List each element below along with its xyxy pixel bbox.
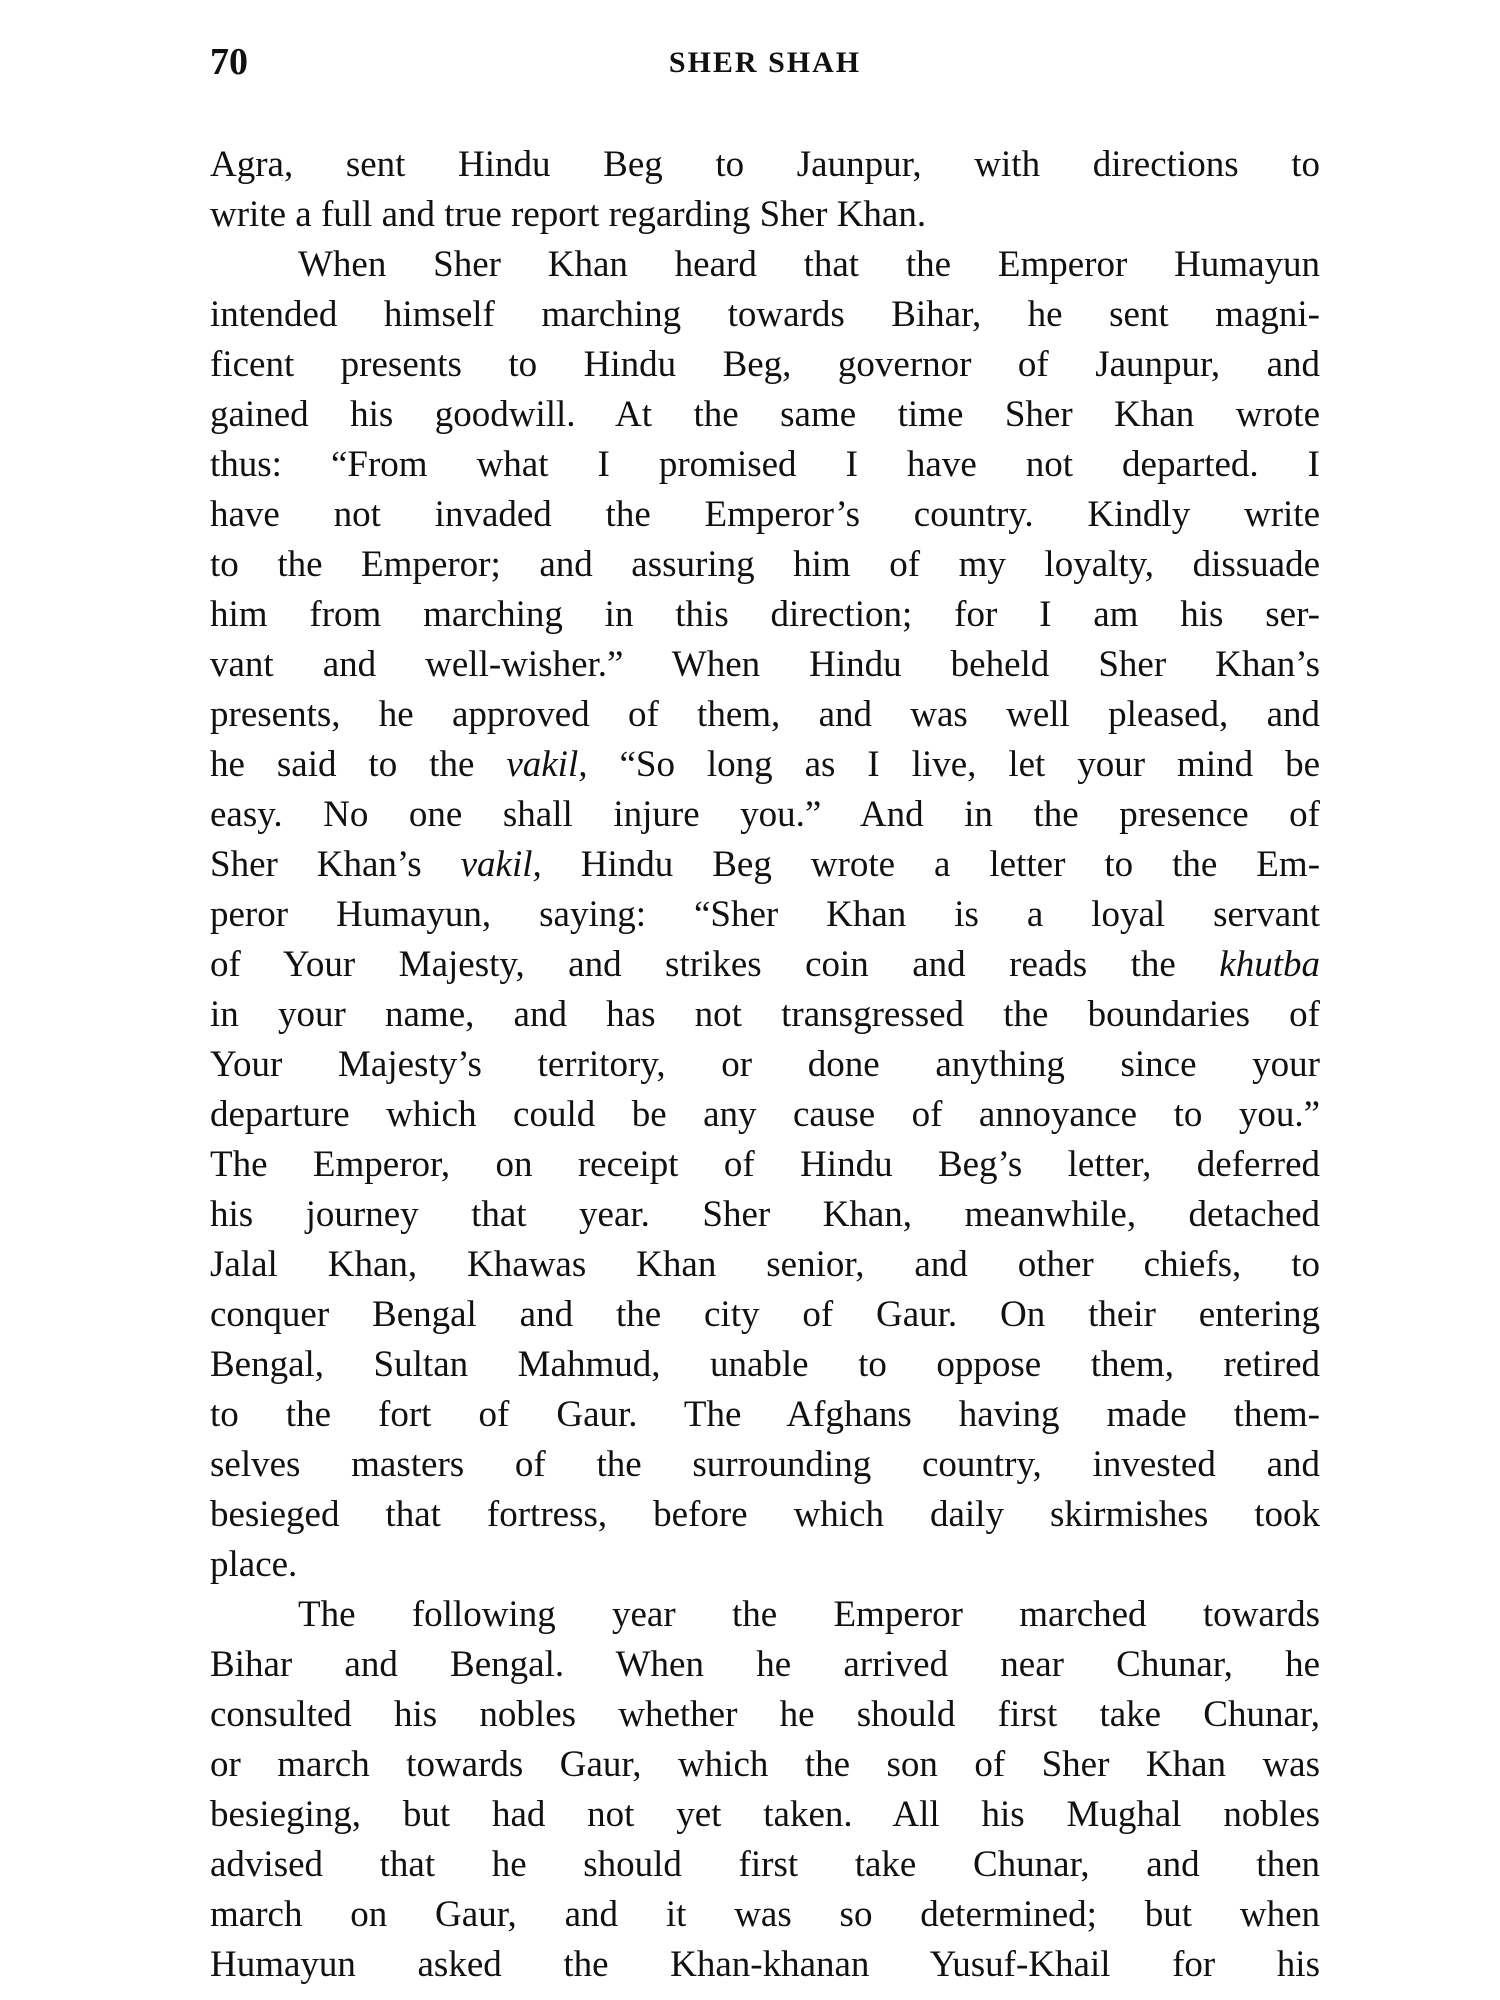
text-line: besieging, but had not yet taken. All his Mughal nobles [210, 1794, 1320, 1835]
page-header [210, 40, 1320, 100]
text-line: to the Emperor; and assuring him of my loyalty, dissuade [210, 544, 1320, 585]
text-line: thus: “From what I promised I have not departed. I [210, 444, 1320, 485]
text-line: place. [210, 1544, 298, 1585]
text-line: When Sher Khan heard that the Emperor Humayun [298, 244, 1320, 285]
italic-term: khutba [1219, 944, 1320, 985]
running-head: SHER SHAH [668, 46, 862, 79]
text-segment: of Your Majesty, and strikes coin and reads the [210, 944, 1176, 985]
text-line: his journey that year. Sher Khan, meanwhile, detached [210, 1194, 1320, 1235]
text-segment: he said to the [210, 744, 475, 785]
text-line: departure which could be any cause of annoyance to you.” [210, 1094, 1320, 1135]
text-line: have not invaded the Emperor’s country. Kindly write [210, 494, 1320, 535]
text-line: or march towards Gaur, which the son of Sher Khan was [210, 1744, 1320, 1785]
page-number: 70 [210, 41, 248, 83]
text-line: march on Gaur, and it was so determined; but when [210, 1894, 1320, 1935]
text-line: Bengal, Sultan Mahmud, unable to oppose them, retired [210, 1344, 1320, 1385]
italic-term: vakil, [506, 744, 588, 785]
text-line: in your name, and has not transgressed the boundaries of [210, 994, 1320, 1035]
text-line: him from marching in this direction; for I am his ser- [210, 594, 1320, 635]
text-line: ficent presents to Hindu Beg, governor of Jaunpur, and [210, 344, 1320, 385]
text-line: The following year the Emperor marched towards [298, 1594, 1320, 1635]
text-line: The Emperor, on receipt of Hindu Beg’s letter, deferred [210, 1144, 1320, 1185]
text-segment: Hindu Beg wrote a letter to the Em- [580, 844, 1321, 885]
text-segment: Sher Khan’s [210, 844, 422, 885]
text-line: Your Majesty’s territory, or done anything since your [210, 1044, 1320, 1085]
text-line: to the fort of Gaur. The Afghans having made them- [210, 1394, 1320, 1435]
text-line: write a full and true report regarding Sher Khan. [210, 194, 927, 235]
italic-term: vakil, [460, 844, 542, 885]
text-line [210, 940, 1320, 990]
text-line: peror Humayun, saying: “Sher Khan is a loyal servant [210, 894, 1320, 935]
text-line: Jalal Khan, Khawas Khan senior, and other chiefs, to [210, 1244, 1320, 1285]
text-line: selves masters of the surrounding country, invested and [210, 1444, 1320, 1485]
text-line: consulted his nobles whether he should first take Chunar, [210, 1694, 1320, 1735]
text-line: besieged that fortress, before which daily skirmishes took [210, 1494, 1320, 1535]
text-line: vant and well-wisher.” When Hindu beheld Sher Khan’s [210, 644, 1320, 685]
text-line [210, 740, 1320, 790]
text-line: easy. No one shall injure you.” And in the presence of [210, 794, 1320, 835]
text-line [210, 840, 1320, 890]
text-line: advised that he should first take Chunar, and then [210, 1844, 1320, 1885]
text-line: intended himself marching towards Bihar, he sent magni- [210, 294, 1320, 335]
body-text [210, 140, 1320, 1990]
text-line: Agra, sent Hindu Beg to Jaunpur, with directions to [210, 144, 1320, 185]
text-segment: “So long as I live, let your mind be [619, 744, 1320, 785]
text-line: gained his goodwill. At the same time Sher Khan wrote [210, 394, 1320, 435]
text-line: presents, he approved of them, and was well pleased, and [210, 694, 1320, 735]
text-line: Humayun asked the Khan-khanan Yusuf-Khail for his [210, 1944, 1320, 1985]
text-line: Bihar and Bengal. When he arrived near Chunar, he [210, 1644, 1320, 1685]
text-line: conquer Bengal and the city of Gaur. On their entering [210, 1294, 1320, 1335]
